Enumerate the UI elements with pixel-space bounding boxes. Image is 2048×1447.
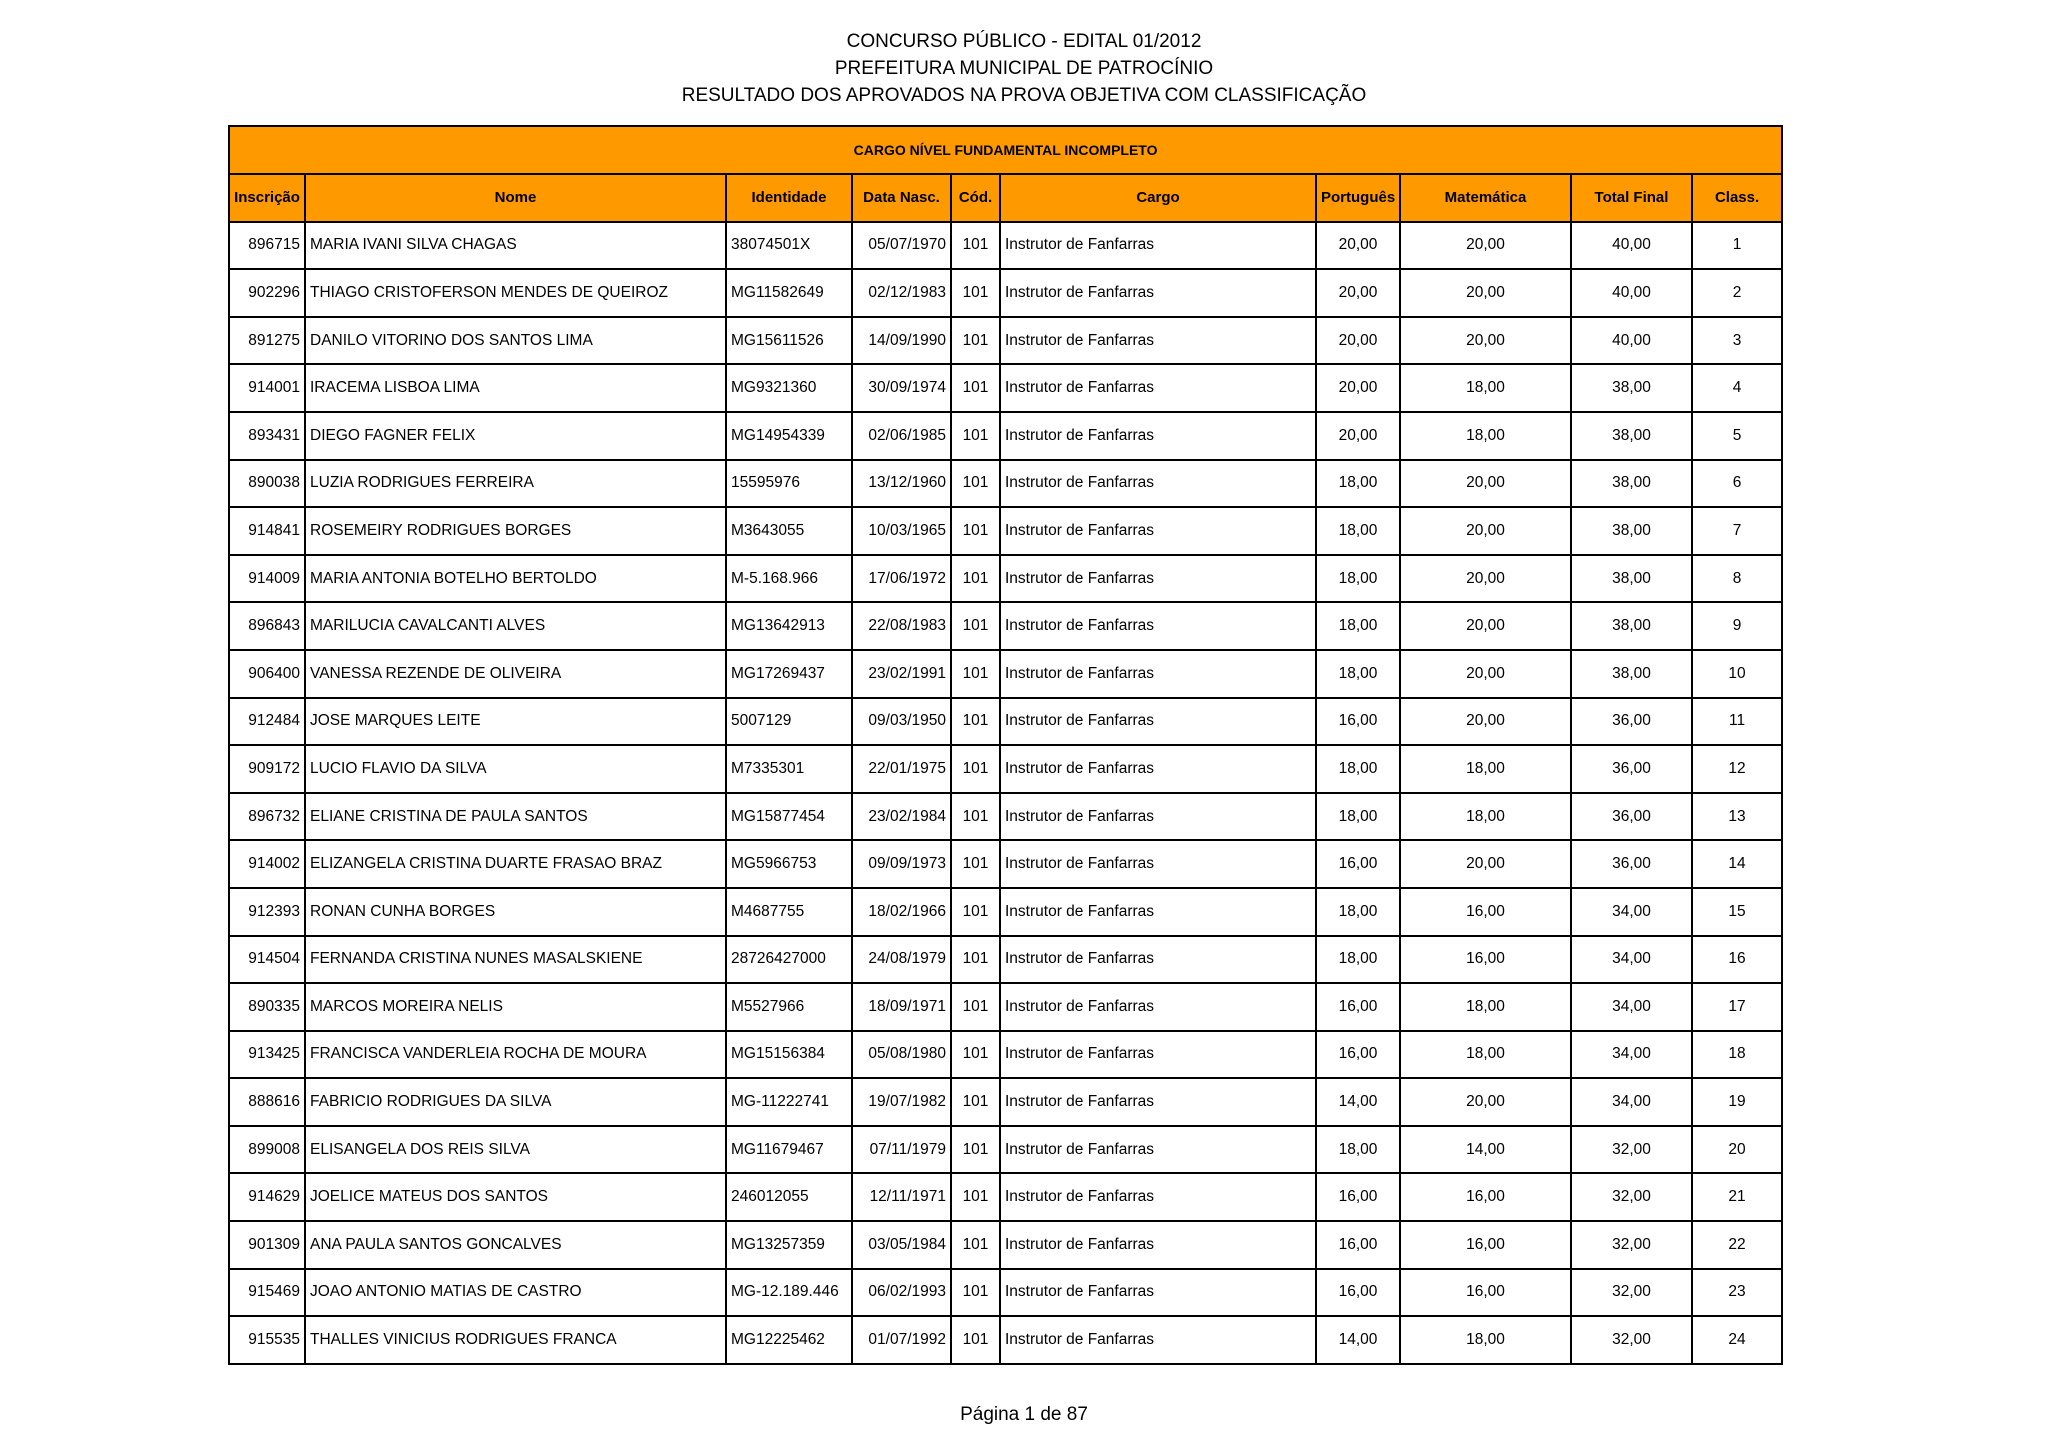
table-row [229, 555, 1782, 603]
cell-cod: 101 [951, 983, 1000, 1031]
cell-matematica: 16,00 [1400, 1173, 1571, 1221]
table-row [229, 936, 1782, 984]
cell-matematica: 18,00 [1400, 364, 1571, 412]
cell-nome: IRACEMA LISBOA LIMA [305, 364, 726, 412]
cell-matematica: 18,00 [1400, 1316, 1571, 1364]
header-total-final: Total Final [1571, 174, 1692, 222]
cell-cargo: Instrutor de Fanfarras [1000, 1173, 1316, 1221]
cell-cargo: Instrutor de Fanfarras [1000, 650, 1316, 698]
cell-identidade: MG14954339 [726, 412, 852, 460]
cell-portugues: 16,00 [1316, 840, 1400, 888]
table-row [229, 602, 1782, 650]
cell-data-nasc: 23/02/1984 [852, 793, 951, 841]
cell-class: 2 [1692, 269, 1782, 317]
cell-identidade: MG11679467 [726, 1126, 852, 1174]
cell-nome: JOSE MARQUES LEITE [305, 698, 726, 746]
table-row [229, 412, 1782, 460]
cell-total-final: 40,00 [1571, 269, 1692, 317]
cell-matematica: 18,00 [1400, 983, 1571, 1031]
header-cod: Cód. [951, 174, 1000, 222]
cell-data-nasc: 02/06/1985 [852, 412, 951, 460]
cell-data-nasc: 10/03/1965 [852, 507, 951, 555]
cell-nome: MARIA ANTONIA BOTELHO BERTOLDO [305, 555, 726, 603]
cell-cod: 101 [951, 269, 1000, 317]
table-row [229, 507, 1782, 555]
cell-total-final: 32,00 [1571, 1269, 1692, 1317]
cell-class: 13 [1692, 793, 1782, 841]
table-row [229, 460, 1782, 508]
cell-class: 11 [1692, 698, 1782, 746]
table-row [229, 1221, 1782, 1269]
cell-portugues: 16,00 [1316, 698, 1400, 746]
table-row [229, 1031, 1782, 1079]
cell-class: 9 [1692, 602, 1782, 650]
cell-cargo: Instrutor de Fanfarras [1000, 364, 1316, 412]
cell-identidade: MG13257359 [726, 1221, 852, 1269]
cell-cod: 101 [951, 364, 1000, 412]
results-body [229, 222, 1782, 1364]
cell-portugues: 18,00 [1316, 793, 1400, 841]
cell-data-nasc: 03/05/1984 [852, 1221, 951, 1269]
title-line-2: PREFEITURA MUNICIPAL DE PATROCÍNIO [834, 58, 1214, 79]
table-row [229, 650, 1782, 698]
cell-identidade: MG-12.189.446 [726, 1269, 852, 1317]
document-titles [0, 28, 2048, 109]
cell-cargo: Instrutor de Fanfarras [1000, 698, 1316, 746]
cell-data-nasc: 23/02/1991 [852, 650, 951, 698]
cell-cod: 101 [951, 1126, 1000, 1174]
cell-identidade: MG13642913 [726, 602, 852, 650]
cell-portugues: 18,00 [1316, 555, 1400, 603]
table-header-row [229, 174, 1782, 222]
title-line-3: RESULTADO DOS APROVADOS NA PROVA OBJETIVA COM CLASSIFICAÇÃO [681, 85, 1367, 106]
table-row [229, 364, 1782, 412]
cell-portugues: 14,00 [1316, 1316, 1400, 1364]
cell-class: 1 [1692, 222, 1782, 270]
cell-cargo: Instrutor de Fanfarras [1000, 888, 1316, 936]
cell-class: 16 [1692, 936, 1782, 984]
cell-matematica: 18,00 [1400, 793, 1571, 841]
cell-identidade: 5007129 [726, 698, 852, 746]
header-nome: Nome [305, 174, 726, 222]
cell-class: 3 [1692, 317, 1782, 365]
cell-matematica: 18,00 [1400, 1031, 1571, 1079]
cell-inscricao: 896715 [229, 222, 305, 270]
cell-identidade: MG11582649 [726, 269, 852, 317]
cell-class: 20 [1692, 1126, 1782, 1174]
cell-portugues: 16,00 [1316, 1221, 1400, 1269]
cell-identidade: MG-11222741 [726, 1078, 852, 1126]
cell-cod: 101 [951, 602, 1000, 650]
cell-cod: 101 [951, 460, 1000, 508]
cell-matematica: 16,00 [1400, 936, 1571, 984]
cell-inscricao: 914841 [229, 507, 305, 555]
cell-inscricao: 914001 [229, 364, 305, 412]
cell-class: 14 [1692, 840, 1782, 888]
cell-total-final: 34,00 [1571, 936, 1692, 984]
cell-nome: LUZIA RODRIGUES FERREIRA [305, 460, 726, 508]
cell-cargo: Instrutor de Fanfarras [1000, 412, 1316, 460]
cell-nome: RONAN CUNHA BORGES [305, 888, 726, 936]
cell-data-nasc: 22/01/1975 [852, 745, 951, 793]
cell-identidade: M7335301 [726, 745, 852, 793]
cell-total-final: 38,00 [1571, 555, 1692, 603]
cell-total-final: 38,00 [1571, 650, 1692, 698]
cell-matematica: 18,00 [1400, 412, 1571, 460]
cell-inscricao: 915535 [229, 1316, 305, 1364]
cell-nome: JOELICE MATEUS DOS SANTOS [305, 1173, 726, 1221]
table-row [229, 888, 1782, 936]
cell-data-nasc: 24/08/1979 [852, 936, 951, 984]
cell-inscricao: 912484 [229, 698, 305, 746]
cell-class: 21 [1692, 1173, 1782, 1221]
cell-inscricao: 899008 [229, 1126, 305, 1174]
cell-inscricao: 901309 [229, 1221, 305, 1269]
cell-cod: 101 [951, 222, 1000, 270]
header-cargo: Cargo [1000, 174, 1316, 222]
cell-nome: ROSEMEIRY RODRIGUES BORGES [305, 507, 726, 555]
table-row [229, 269, 1782, 317]
cell-cargo: Instrutor de Fanfarras [1000, 269, 1316, 317]
cell-cod: 101 [951, 1221, 1000, 1269]
cell-matematica: 20,00 [1400, 555, 1571, 603]
header-inscricao: Inscrição [229, 174, 305, 222]
cell-identidade: MG17269437 [726, 650, 852, 698]
cell-data-nasc: 07/11/1979 [852, 1126, 951, 1174]
table-row [229, 1078, 1782, 1126]
cell-matematica: 20,00 [1400, 1078, 1571, 1126]
cell-nome: FERNANDA CRISTINA NUNES MASALSKIENE [305, 936, 726, 984]
cell-inscricao: 890335 [229, 983, 305, 1031]
cell-portugues: 20,00 [1316, 222, 1400, 270]
cell-data-nasc: 18/02/1966 [852, 888, 951, 936]
cell-portugues: 18,00 [1316, 888, 1400, 936]
cell-inscricao: 914504 [229, 936, 305, 984]
cell-data-nasc: 30/09/1974 [852, 364, 951, 412]
cell-matematica: 16,00 [1400, 1269, 1571, 1317]
cell-data-nasc: 12/11/1971 [852, 1173, 951, 1221]
cell-nome: ELIZANGELA CRISTINA DUARTE FRASAO BRAZ [305, 840, 726, 888]
cell-inscricao: 902296 [229, 269, 305, 317]
cell-total-final: 38,00 [1571, 364, 1692, 412]
table-row [229, 698, 1782, 746]
cell-data-nasc: 09/03/1950 [852, 698, 951, 746]
cell-total-final: 34,00 [1571, 1078, 1692, 1126]
cell-portugues: 18,00 [1316, 745, 1400, 793]
cell-portugues: 18,00 [1316, 650, 1400, 698]
cell-data-nasc: 13/12/1960 [852, 460, 951, 508]
cell-identidade: MG15611526 [726, 317, 852, 365]
cell-cod: 101 [951, 1269, 1000, 1317]
cell-cargo: Instrutor de Fanfarras [1000, 602, 1316, 650]
table-row [229, 745, 1782, 793]
cell-identidade: M5527966 [726, 983, 852, 1031]
table-row [229, 793, 1782, 841]
cell-cod: 101 [951, 1078, 1000, 1126]
cell-nome: VANESSA REZENDE DE OLIVEIRA [305, 650, 726, 698]
header-class: Class. [1692, 174, 1782, 222]
cell-matematica: 16,00 [1400, 888, 1571, 936]
cell-cod: 101 [951, 745, 1000, 793]
cell-portugues: 18,00 [1316, 460, 1400, 508]
cargo-title: CARGO NÍVEL FUNDAMENTAL INCOMPLETO [229, 126, 1782, 174]
cell-inscricao: 914009 [229, 555, 305, 603]
cell-portugues: 18,00 [1316, 602, 1400, 650]
cell-inscricao: 912393 [229, 888, 305, 936]
cell-total-final: 34,00 [1571, 1031, 1692, 1079]
cell-cargo: Instrutor de Fanfarras [1000, 222, 1316, 270]
cell-matematica: 20,00 [1400, 317, 1571, 365]
cell-class: 4 [1692, 364, 1782, 412]
cell-identidade: 15595976 [726, 460, 852, 508]
cell-cod: 101 [951, 650, 1000, 698]
table-row [229, 1173, 1782, 1221]
cell-class: 18 [1692, 1031, 1782, 1079]
cell-total-final: 36,00 [1571, 793, 1692, 841]
cell-cargo: Instrutor de Fanfarras [1000, 983, 1316, 1031]
cell-class: 17 [1692, 983, 1782, 1031]
cell-total-final: 36,00 [1571, 698, 1692, 746]
cell-data-nasc: 05/07/1970 [852, 222, 951, 270]
cell-total-final: 38,00 [1571, 460, 1692, 508]
cell-portugues: 18,00 [1316, 936, 1400, 984]
cell-matematica: 14,00 [1400, 1126, 1571, 1174]
cell-portugues: 20,00 [1316, 412, 1400, 460]
cell-cod: 101 [951, 507, 1000, 555]
cell-nome: MARCOS MOREIRA NELIS [305, 983, 726, 1031]
cell-class: 8 [1692, 555, 1782, 603]
cell-total-final: 36,00 [1571, 745, 1692, 793]
cell-cargo: Instrutor de Fanfarras [1000, 1031, 1316, 1079]
cell-cod: 101 [951, 1316, 1000, 1364]
cell-portugues: 20,00 [1316, 364, 1400, 412]
cell-class: 5 [1692, 412, 1782, 460]
cell-inscricao: 896732 [229, 793, 305, 841]
table-row [229, 1316, 1782, 1364]
cell-inscricao: 888616 [229, 1078, 305, 1126]
cell-matematica: 20,00 [1400, 650, 1571, 698]
cell-cargo: Instrutor de Fanfarras [1000, 1078, 1316, 1126]
cell-cod: 101 [951, 412, 1000, 460]
cell-cargo: Instrutor de Fanfarras [1000, 317, 1316, 365]
table-row [229, 1269, 1782, 1317]
cell-cod: 101 [951, 1031, 1000, 1079]
cell-cod: 101 [951, 936, 1000, 984]
cell-nome: DANILO VITORINO DOS SANTOS LIMA [305, 317, 726, 365]
cell-cargo: Instrutor de Fanfarras [1000, 1316, 1316, 1364]
cell-total-final: 34,00 [1571, 888, 1692, 936]
cell-nome: THALLES VINICIUS RODRIGUES FRANCA [305, 1316, 726, 1364]
cell-identidade: MG15156384 [726, 1031, 852, 1079]
cell-total-final: 32,00 [1571, 1221, 1692, 1269]
cell-matematica: 20,00 [1400, 507, 1571, 555]
cell-inscricao: 914629 [229, 1173, 305, 1221]
cell-total-final: 32,00 [1571, 1173, 1692, 1221]
cell-class: 23 [1692, 1269, 1782, 1317]
cell-cargo: Instrutor de Fanfarras [1000, 745, 1316, 793]
cell-total-final: 32,00 [1571, 1126, 1692, 1174]
cell-inscricao: 893431 [229, 412, 305, 460]
cell-identidade: 246012055 [726, 1173, 852, 1221]
cell-data-nasc: 22/08/1983 [852, 602, 951, 650]
cell-cargo: Instrutor de Fanfarras [1000, 1221, 1316, 1269]
header-identidade: Identidade [726, 174, 852, 222]
cell-total-final: 40,00 [1571, 317, 1692, 365]
cell-inscricao: 914002 [229, 840, 305, 888]
cell-cargo: Instrutor de Fanfarras [1000, 1269, 1316, 1317]
cell-data-nasc: 01/07/1992 [852, 1316, 951, 1364]
cell-nome: MARIA IVANI SILVA CHAGAS [305, 222, 726, 270]
cell-cod: 101 [951, 698, 1000, 746]
cell-cod: 101 [951, 1173, 1000, 1221]
cell-data-nasc: 09/09/1973 [852, 840, 951, 888]
page-number: Página 1 de 87 [960, 1404, 1088, 1425]
cell-cod: 101 [951, 555, 1000, 603]
cell-class: 12 [1692, 745, 1782, 793]
cell-total-final: 38,00 [1571, 412, 1692, 460]
cell-total-final: 38,00 [1571, 602, 1692, 650]
cell-matematica: 20,00 [1400, 222, 1571, 270]
cell-nome: ELISANGELA DOS REIS SILVA [305, 1126, 726, 1174]
cell-portugues: 18,00 [1316, 1126, 1400, 1174]
cell-total-final: 32,00 [1571, 1316, 1692, 1364]
cell-portugues: 14,00 [1316, 1078, 1400, 1126]
cell-matematica: 18,00 [1400, 745, 1571, 793]
cell-portugues: 18,00 [1316, 507, 1400, 555]
cell-data-nasc: 18/09/1971 [852, 983, 951, 1031]
cell-class: 24 [1692, 1316, 1782, 1364]
cell-inscricao: 906400 [229, 650, 305, 698]
cell-matematica: 20,00 [1400, 269, 1571, 317]
cell-data-nasc: 19/07/1982 [852, 1078, 951, 1126]
cell-nome: JOAO ANTONIO MATIAS DE CASTRO [305, 1269, 726, 1317]
cell-identidade: M3643055 [726, 507, 852, 555]
cell-class: 10 [1692, 650, 1782, 698]
cell-nome: THIAGO CRISTOFERSON MENDES DE QUEIROZ [305, 269, 726, 317]
table-row [229, 983, 1782, 1031]
cell-data-nasc: 06/02/1993 [852, 1269, 951, 1317]
table-row [229, 222, 1782, 270]
cell-matematica: 16,00 [1400, 1221, 1571, 1269]
title-line-1: CONCURSO PÚBLICO - EDITAL 01/2012 [846, 31, 1202, 52]
cell-nome: FRANCISCA VANDERLEIA ROCHA DE MOURA [305, 1031, 726, 1079]
cell-cargo: Instrutor de Fanfarras [1000, 793, 1316, 841]
cell-total-final: 36,00 [1571, 840, 1692, 888]
cell-inscricao: 909172 [229, 745, 305, 793]
table-row [229, 1126, 1782, 1174]
cell-inscricao: 890038 [229, 460, 305, 508]
cell-class: 6 [1692, 460, 1782, 508]
results-table [228, 125, 1783, 1365]
cell-total-final: 34,00 [1571, 983, 1692, 1031]
cell-total-final: 38,00 [1571, 507, 1692, 555]
cell-data-nasc: 14/09/1990 [852, 317, 951, 365]
cell-portugues: 16,00 [1316, 1269, 1400, 1317]
cell-inscricao: 896843 [229, 602, 305, 650]
cell-class: 22 [1692, 1221, 1782, 1269]
cell-cargo: Instrutor de Fanfarras [1000, 1126, 1316, 1174]
cell-portugues: 16,00 [1316, 1031, 1400, 1079]
cell-nome: ELIANE CRISTINA DE PAULA SANTOS [305, 793, 726, 841]
cell-cod: 101 [951, 793, 1000, 841]
cell-data-nasc: 02/12/1983 [852, 269, 951, 317]
cell-portugues: 20,00 [1316, 269, 1400, 317]
cell-identidade: MG12225462 [726, 1316, 852, 1364]
table-row [229, 317, 1782, 365]
cell-cargo: Instrutor de Fanfarras [1000, 840, 1316, 888]
cell-portugues: 16,00 [1316, 1173, 1400, 1221]
cell-nome: FABRICIO RODRIGUES DA SILVA [305, 1078, 726, 1126]
cell-class: 7 [1692, 507, 1782, 555]
cell-total-final: 40,00 [1571, 222, 1692, 270]
cell-identidade: M-5.168.966 [726, 555, 852, 603]
cell-nome: ANA PAULA SANTOS GONCALVES [305, 1221, 726, 1269]
cell-inscricao: 915469 [229, 1269, 305, 1317]
cell-cod: 101 [951, 888, 1000, 936]
header-matematica: Matemática [1400, 174, 1571, 222]
table-row [229, 840, 1782, 888]
cell-class: 19 [1692, 1078, 1782, 1126]
header-data-nasc: Data Nasc. [852, 174, 951, 222]
cell-nome: MARILUCIA CAVALCANTI ALVES [305, 602, 726, 650]
cell-class: 15 [1692, 888, 1782, 936]
cell-data-nasc: 05/08/1980 [852, 1031, 951, 1079]
cell-cargo: Instrutor de Fanfarras [1000, 507, 1316, 555]
cell-identidade: M4687755 [726, 888, 852, 936]
cell-matematica: 20,00 [1400, 602, 1571, 650]
header-portugues: Português [1316, 174, 1400, 222]
cell-cargo: Instrutor de Fanfarras [1000, 460, 1316, 508]
cell-portugues: 20,00 [1316, 317, 1400, 365]
cell-matematica: 20,00 [1400, 460, 1571, 508]
cell-identidade: MG15877454 [726, 793, 852, 841]
cell-inscricao: 891275 [229, 317, 305, 365]
cell-identidade: MG5966753 [726, 840, 852, 888]
cell-cargo: Instrutor de Fanfarras [1000, 555, 1316, 603]
cell-cod: 101 [951, 840, 1000, 888]
cell-identidade: MG9321360 [726, 364, 852, 412]
cell-nome: DIEGO FAGNER FELIX [305, 412, 726, 460]
cell-cargo: Instrutor de Fanfarras [1000, 936, 1316, 984]
cell-inscricao: 913425 [229, 1031, 305, 1079]
cell-matematica: 20,00 [1400, 840, 1571, 888]
cell-nome: LUCIO FLAVIO DA SILVA [305, 745, 726, 793]
cell-portugues: 16,00 [1316, 983, 1400, 1031]
cell-cod: 101 [951, 317, 1000, 365]
cell-identidade: 28726427000 [726, 936, 852, 984]
cell-data-nasc: 17/06/1972 [852, 555, 951, 603]
cell-identidade: 38074501X [726, 222, 852, 270]
cell-matematica: 20,00 [1400, 698, 1571, 746]
